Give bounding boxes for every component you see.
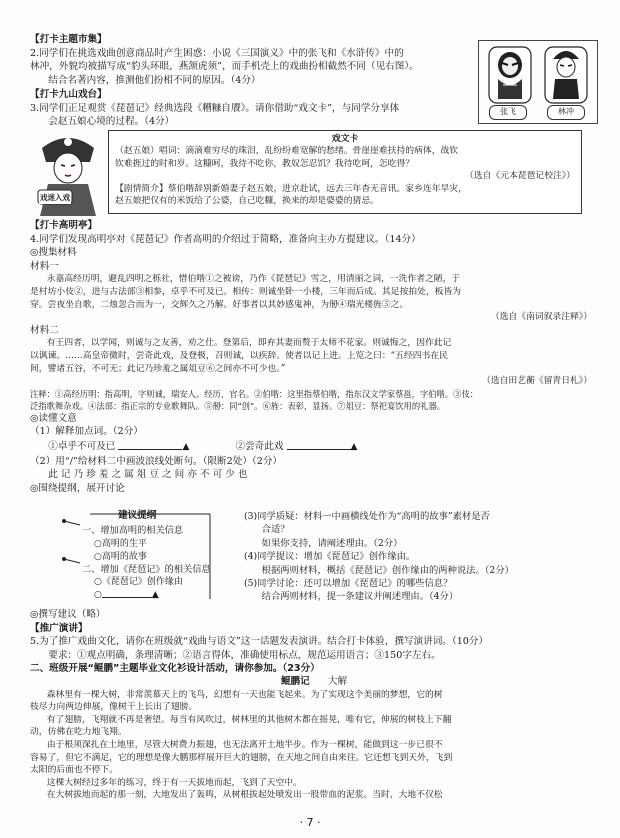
card-lyrics-2: 钦难捱过的时和岁。这糠呵，我待不吃你，教奴怎忍饥？我待吃呵，怎吃得？	[115, 158, 415, 169]
essay-author: 大解	[327, 676, 348, 687]
discuss-q4-line2: 根据两则材料，概括《琵琶记》创作缘由的两种说法。（2分）	[261, 564, 514, 576]
section-head: 【打卡九山戏台】	[30, 89, 107, 100]
answer-marker: ▲	[182, 441, 190, 452]
section-head: 【打卡主题市集】	[30, 34, 107, 45]
linchong-opera-image	[541, 45, 591, 105]
opera-card	[108, 130, 582, 214]
question-3-line2: 会赵五娘心境的过程。（4分）	[48, 116, 175, 128]
discuss-q5: (5)同学讨论：还可以增加《琵琶记》的哪些信息？	[244, 578, 453, 590]
annotation: 泛指歌舞杂戏。④法部：指正宗的专业歌舞队。⑤剙：同“创”。⑥旌：表彰，显扬。⑦俎豆：祭祀宴饮用的礼器。	[30, 400, 446, 411]
part-2-heading: 二、班级开展“鲲鹏”主题毕业文化衫设计活动，请你参加。（23分）	[30, 663, 320, 675]
figure-label-zhangfei: 张飞	[489, 105, 527, 120]
discuss-q3-line3: 如果你支持，请阐述理由。（2分）	[261, 537, 403, 549]
opera-character-illustration	[32, 128, 104, 218]
answer-blank[interactable]	[287, 439, 351, 450]
word-item-1: ①卓乎不可及已	[48, 440, 116, 452]
material-1-text: 穿。尝夜坐自歌，二烛忽合而为一，交辉久之乃解。好事者以其妙感鬼神，为剙④瑞光楼旌⑤之。	[30, 299, 409, 310]
question-5-requirements: 要求：①观点明确，条理清晰；②语言得体，准确使用标点，规范运用语言；③150字左右。	[48, 649, 441, 661]
outline-mindmap	[60, 511, 238, 603]
material-1-text: 永嘉高经历明，避乱四明之栎社，惜伯喈①之被谤，乃作《琵琶记》雪之，用清丽之词，一洗作者之陋，于	[46, 274, 461, 285]
question-4: 4.同学们发现高明亭对《琵琶记》作者高明的介绍过于简略，准备向主办方提建议。（14分）	[30, 233, 421, 245]
outline-item-2: 二、增加《琵琶记》的相关信息	[82, 564, 211, 575]
essay-paragraph: 枝尽力向两边伸展，像树干上长出了翅膀。	[30, 702, 198, 713]
question-2-line2: 林冲，外貌均被描写成“豹头环眼，燕颔虎须”，而手机壳上的戏曲扮相截然不同（见右图）。	[30, 61, 419, 73]
question-5: 5.为了推广戏曲文化，请你在班级就“戏曲与语文”这一话题发表演讲。结合打卡体验，撰写演讲词。（10分）	[30, 636, 489, 648]
material-1-source: （选自《南词叙录注释》）	[490, 312, 592, 323]
section-jiushan-stage	[30, 88, 470, 129]
sentence-to-punctuate[interactable]: 此 记 乃 珍 羞 之 属 俎 豆 之 间 亦 不 可 少 也	[48, 469, 248, 481]
badge: 戏迷入戏	[40, 193, 70, 202]
opera-phone-case-figure	[478, 40, 598, 124]
annotation: 注释：①高经历明：指高明，字则诚，瑞安人。经历，官名。②伯喈：这里指蔡伯喈，指东汉文学家蔡邕，字伯喈。③伎：	[30, 388, 479, 399]
section-speech	[30, 608, 598, 676]
discuss-q3: (3)同学质疑：材料一中画横线处作为“高明的故事”素材是否	[244, 511, 490, 522]
material-2-label: 材料二	[30, 324, 59, 336]
essay-title: 鲲鹏记	[280, 676, 310, 687]
essay-paragraph: 在大树拔地而起的那一刻，大地发出了轰鸣，从树根拔起处喷发出一股带血的泥浆。当时，大地不仅松	[46, 790, 443, 801]
sub-question-1: （1）解释加点词。（2分）	[30, 426, 143, 438]
outline-item-1a: ○高明的生平	[94, 539, 147, 549]
discussion-questions	[244, 510, 598, 604]
sub-question-2: （2）用“/”给材料二中画波浪线处断句。（限断2处）（2分）	[30, 455, 283, 467]
essay-paragraph: 森林里有一棵大树，非常羡慕天上的飞鸟，幻想有一天也能飞起来。为了实现这个美丽的梦想，它的树	[46, 689, 443, 700]
section-theme-market	[30, 33, 470, 87]
material-2-source: （选自田艺蘅《留青日札》）	[482, 376, 592, 387]
material-2-text: 以讽谏。……高皇帝微时，尝奇此戏，及登极，召则诚，以疾辞。使者以记上进。上览之曰：“五经四书在民	[30, 350, 448, 361]
section-gaoming-pavilion	[30, 219, 598, 495]
essay-paragraph: 由于根须深扎在土地里，尽管大树费力振翅，也无法离开土地半步。作为一棵树，能做到这一步已很不	[46, 739, 443, 750]
discuss-q3-line2: 合适？	[261, 524, 290, 536]
material-2-text: 有王四者，以学闻，则诚与之友善，劝之仕。登第后，即弃其妻而赘于太师不花家。则诚悔之，因作此记	[46, 338, 452, 349]
outline-item-2a: ○《琵琶记》创作缘由	[94, 577, 183, 587]
essay-title-line	[30, 675, 598, 689]
essay-paragraph: 动，仿佛在吃力地飞翔。	[30, 727, 127, 738]
question-3: 3.同学们正足观赏《琵琶记》经典选段《糟糠自餍》。请你借助“戏文卡”，与同学分享体	[30, 102, 400, 114]
essay-kunpeng	[30, 675, 598, 802]
discuss-q4: (4)同学提议：增加《琵琶记》创作缘由。	[244, 551, 416, 563]
word-item-2: ②尝奇此戏	[235, 440, 284, 452]
answer-blank[interactable]	[118, 439, 182, 450]
outline-item-1: 一、增加高明的相关信息	[82, 525, 184, 536]
essay-paragraph: 容易了，但它不满足，它的理想是像大鹏那样展开巨大的翅膀，在天地之间自由来往。它还想飞到天外，飞到	[30, 752, 453, 763]
question-2-line3: 结合名著内容，推测他们扮相不同的原因。（4分）	[48, 74, 261, 86]
essay-paragraph: 这棵大树经过多年的练习，终于有一天拔地而起，飞到了天空中。	[46, 777, 302, 788]
card-synopsis-1: 【剧情简介】蔡伯喈辞别新婚妻子赵五娘，进京赴试，远去三年杳无音讯。家乡连年旱灾，	[115, 183, 467, 194]
figure-label-linchong: 林冲	[547, 105, 585, 120]
read-understand: ◎读懂文意	[30, 412, 77, 424]
outline-item-1b: ○高明的故事	[94, 552, 147, 562]
section-head: 【打卡高明亭】	[30, 220, 98, 231]
collect-materials: ◎搜集材料	[30, 247, 77, 259]
material-2-text: 间，譬诸五谷，不可无；此记乃珍羞之属俎豆⑥之间亦不可少也。”	[30, 363, 286, 374]
card-synopsis-2: 赵五娘把仅有的米饭给了公婆，自己吃糠，换来的却是婆婆的猜忌。	[115, 196, 379, 207]
answer-marker: ▲	[350, 441, 358, 452]
material-1-label: 材料一	[30, 260, 59, 272]
sub-question-1-items	[30, 439, 598, 455]
essay-paragraph: 太阳的后面也不停下。	[30, 765, 118, 776]
outline-item-2b: ○ ▲	[94, 587, 159, 600]
section-head: 【推广演讲】	[30, 622, 88, 634]
material-1-text: 是村坊小伎②，进与古法部③相参，卓乎不可及已。相传：则诚坐卧一小楼，三年而后成。其足按拍处，板皆为	[30, 286, 462, 297]
card-lyrics-1: （赵五娘）唱词：滴滴难穷尽的珠泪，乱纷纷难宽解的愁绪。骨崖崖难扶持的病体，战钦	[115, 146, 459, 157]
discuss-q5-line2: 结合两则材料，提一条建议并阐述理由。（4分）	[261, 591, 459, 603]
essay-paragraph: 有了翅膀，飞翔就不再是奢望。每当有风吹过，树林里的其他树木都在摇晃，唯有它，伸展的树枝上下翻	[46, 714, 452, 725]
discussion-heading: ◎围绕提纲，展开讨论	[30, 482, 125, 494]
card-source: （选自《元本琵琶记校注》）	[465, 171, 575, 182]
zhangfei-opera-image	[485, 45, 535, 105]
write-suggestion: ◎撰写建议（略）	[30, 609, 106, 620]
outline-title: 建议提纲	[118, 510, 157, 521]
question-2: 2.同学们在挑选戏曲创意商品时产生困惑：小说《三国演义》中的张飞和《水浒传》中的	[30, 47, 404, 59]
page-number: · 7 ·	[299, 816, 321, 829]
card-title: 戏文卡	[331, 134, 359, 144]
